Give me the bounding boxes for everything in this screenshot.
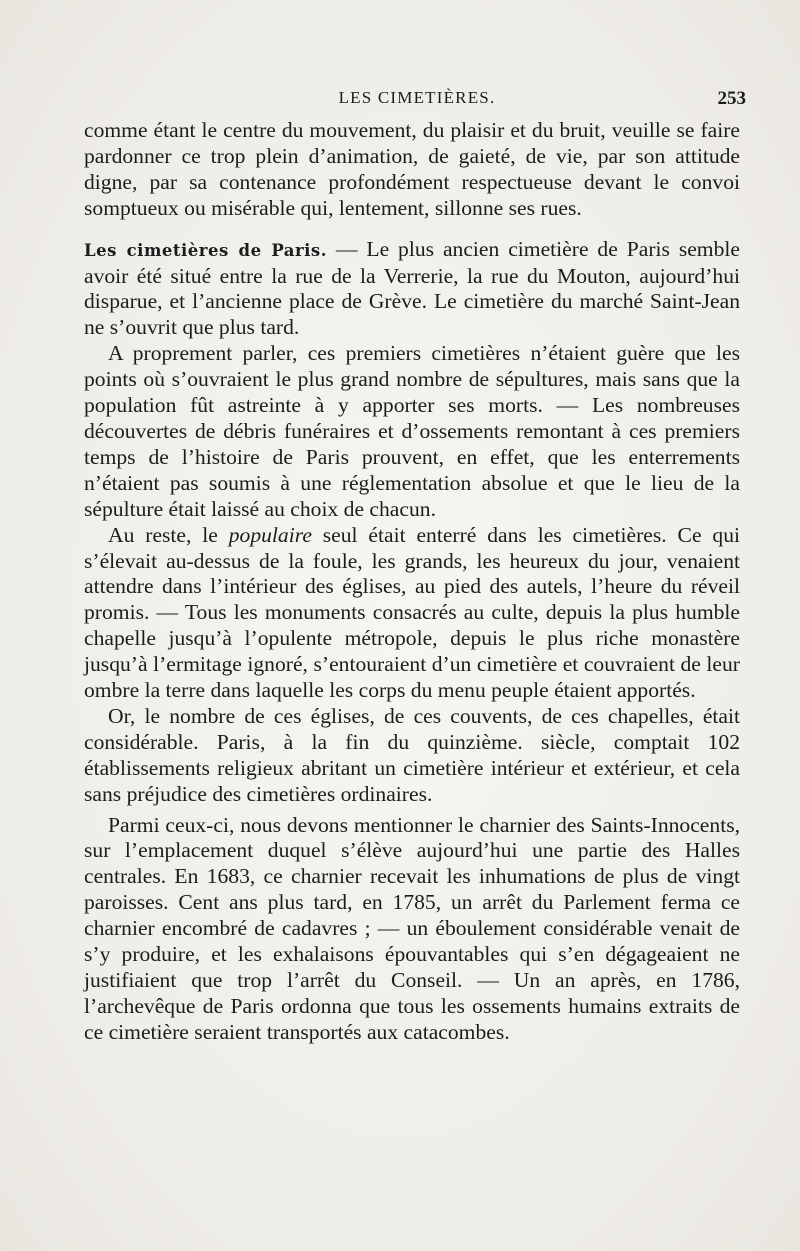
paragraph: Or, le nombre de ces églises, de ces couvents, de ces chapelles, était considérable. Paris, à la fin du quinzième. siècle, comptait 102 établissements religieux abritant un cimetière intérieur et extérieur, et cela sans préjudice des cimetières ordinaires. [84,703,740,806]
italic-word: populaire [228,522,312,547]
paragraph-text: Au reste, le [108,522,229,547]
paragraph-text: seul était enterré dans les cimetières. Ce qui s’élevait au-dessus de la foule, les grands, les heureux du jour, venaient attendre dans l’intérieur des églises, au pied des autels, l’heure du réveil promis. — Tous les monuments consacrés au culte, depuis la plus humble chapelle jusqu’à l’opulente métropole, depuis le plus riche monastère jusqu’à l’ermitage ignoré, s’entouraient d’un cimetière et couvraient de leur ombre la terre dans laquelle les corps du menu peuple étaient apportés. [84,522,740,703]
page-number: 253 [717,88,746,109]
running-title: LES CIMETIÈRES. [338,88,496,107]
section-text: — Le plus ancien cimetière de Paris semble avoir été situé entre la rue de la Verrerie, la rue du Mouton, aujourd’hui disparue, et l’ancienne place de Grève. Le cimetière du marché Saint-Jean ne s’ouvrit que plus tard. [84,236,740,340]
paragraph [84,523,740,704]
paragraph-section [84,237,740,342]
paragraph-continued: comme étant le centre du mouvement, du plaisir et du bruit, veuille se faire pardonner ce trop plein d’animation, de gaieté, de vie, par son attitude digne, par sa contenance profondément respectueuse devant le convoi somptueux ou misérable qui, lentement, sillonne ses rues. [84,118,740,220]
paragraph: A proprement parler, ces premiers cimetières n’étaient guère que les points où s’ouvraient le plus grand nombre de sépultures, mais sans que la population fût astreinte à y apporter ses morts. — Les nombreuses découvertes de débris funéraires et d’ossements remontant à ces premiers temps de l’histoire de Paris prouvent, en effet, que les enterrements n’étaient pas soumis à une réglementation absolue et que le lieu de la sépulture était laissé au choix de chacun. [84,341,740,521]
running-header [84,88,746,114]
section-heading: Les cimetières de Paris. [84,240,327,260]
body-text [84,118,740,1046]
paragraph: Parmi ceux-ci, nous devons mentionner le charnier des Saints-Innocents, sur l’emplacement duquel s’élève aujourd’hui une partie des Halles centrales. En 1683, ce charnier recevait les inhumations de plus de vingt paroisses. Cent ans plus tard, en 1785, un arrêt du Parlement ferma ce charnier encombré de cadavres ; — un éboulement considérable venait de s’y produire, et les exhalaisons épouvantables qui s’en dégageaient ne justifiaient que trop l’arrêt du Conseil. — Un an après, en 1786, l’archevêque de Paris ordonna que tous les ossements humains extraits de ce cimetière seraient transportés aux catacombes. [84,812,740,1044]
